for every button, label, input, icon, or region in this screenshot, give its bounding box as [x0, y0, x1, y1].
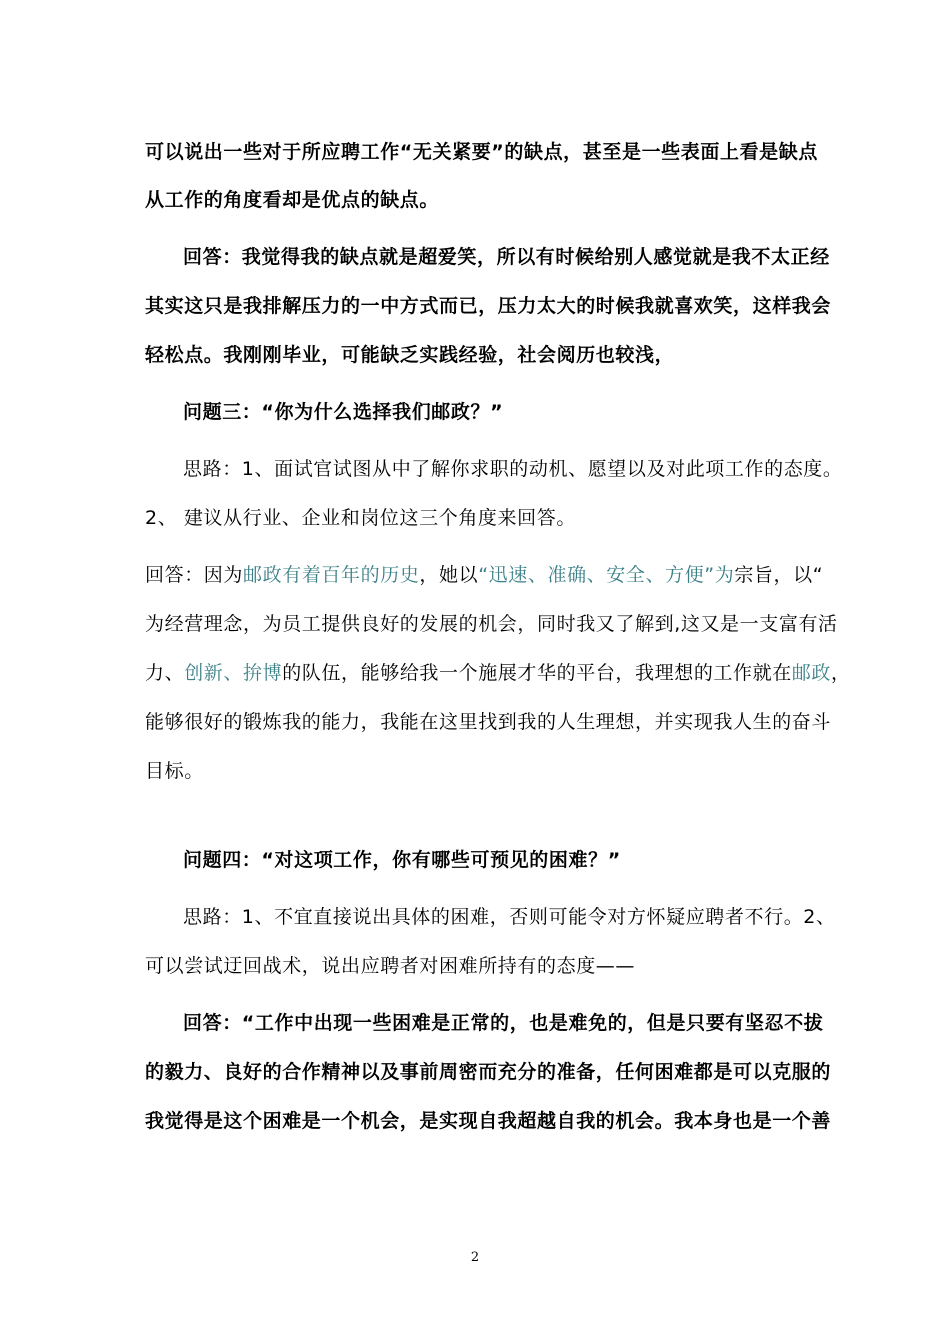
page-number: 2 [470, 1250, 480, 1265]
highlight-history: 邮政有着百年的历史 [243, 564, 420, 586]
answer2-line2: 其实这只是我排解压力的一中方式而已，压力太大的时候我就喜欢笑，这样我会 [145, 295, 832, 317]
paragraph1-line1: 可以说出一些对于所应聘工作“无关紧要”的缺点，甚至是一些表面上看是缺点 [145, 141, 818, 163]
question3-answer-line4: 能够很好的锻炼我的能力，我能在这里找到我的人生理想，并实现我人生的奋斗 [145, 711, 832, 733]
question3-idea-line2: 2、 建议从行业、企业和岗位这三个角度来回答。 [145, 507, 576, 529]
question4-idea-line2: 可以尝试迂回战术，说出应聘者对困难所持有的态度—— [145, 955, 636, 977]
question3-idea-line1: 思路：1、面试官试图从中了解你求职的动机、愿望以及对此项工作的态度。 [183, 458, 843, 480]
answer2-line3: 轻松点。我刚刚毕业，可能缺乏实践经验，社会阅历也较浅， [145, 344, 675, 366]
highlight-post: 邮政 [791, 662, 832, 684]
question3-answer-line3 [145, 661, 851, 685]
answer2-line1: 回答：我觉得我的缺点就是超爱笑，所以有时候给别人感觉就是我不太正经 [183, 246, 830, 268]
question4-answer-line3: 我觉得是这个困难是一个机会，是实现自我超越自我的机会。我本身也是一个善 [145, 1110, 832, 1132]
answer-text: ， [831, 662, 851, 684]
answer-label: 回答：因为 [145, 564, 244, 586]
question3-title: 问题三：“你为什么选择我们邮政？” [183, 401, 504, 423]
answer-text: ，她以 [419, 564, 479, 586]
answer-text: 宗旨，以“ [734, 564, 824, 586]
question3-answer-line5: 目标。 [145, 760, 204, 782]
question4-answer-line1: 回答：“工作中出现一些困难是正常的，也是难免的，但是只要有坚忍不拔 [183, 1012, 824, 1034]
paragraph1-line2: 从工作的角度看却是优点的缺点。 [145, 189, 440, 211]
question4-idea-line1: 思路：1、不宜直接说出具体的困难，否则可能令对方怀疑应聘者不行。2、 [183, 906, 836, 928]
question3-answer-line1 [145, 563, 823, 587]
question4-title: 问题四：“对这项工作，你有哪些可预见的困难？” [183, 849, 621, 871]
answer-text: 力、 [145, 662, 185, 684]
highlight-slogan: “迅速、准确、安全、方便”为 [478, 564, 735, 586]
question4-answer-line2: 的毅力、良好的合作精神以及事前周密而充分的准备，任何困难都是可以克服的 [145, 1061, 832, 1083]
question3-answer-line2: 为经营理念，为员工提供良好的发展的机会，同时我又了解到,这又是一支富有活 [145, 613, 838, 635]
highlight-innovation: 创新、拚博 [184, 662, 283, 684]
answer-text: 的队伍，能够给我一个施展才华的平台，我理想的工作就在 [282, 662, 792, 684]
